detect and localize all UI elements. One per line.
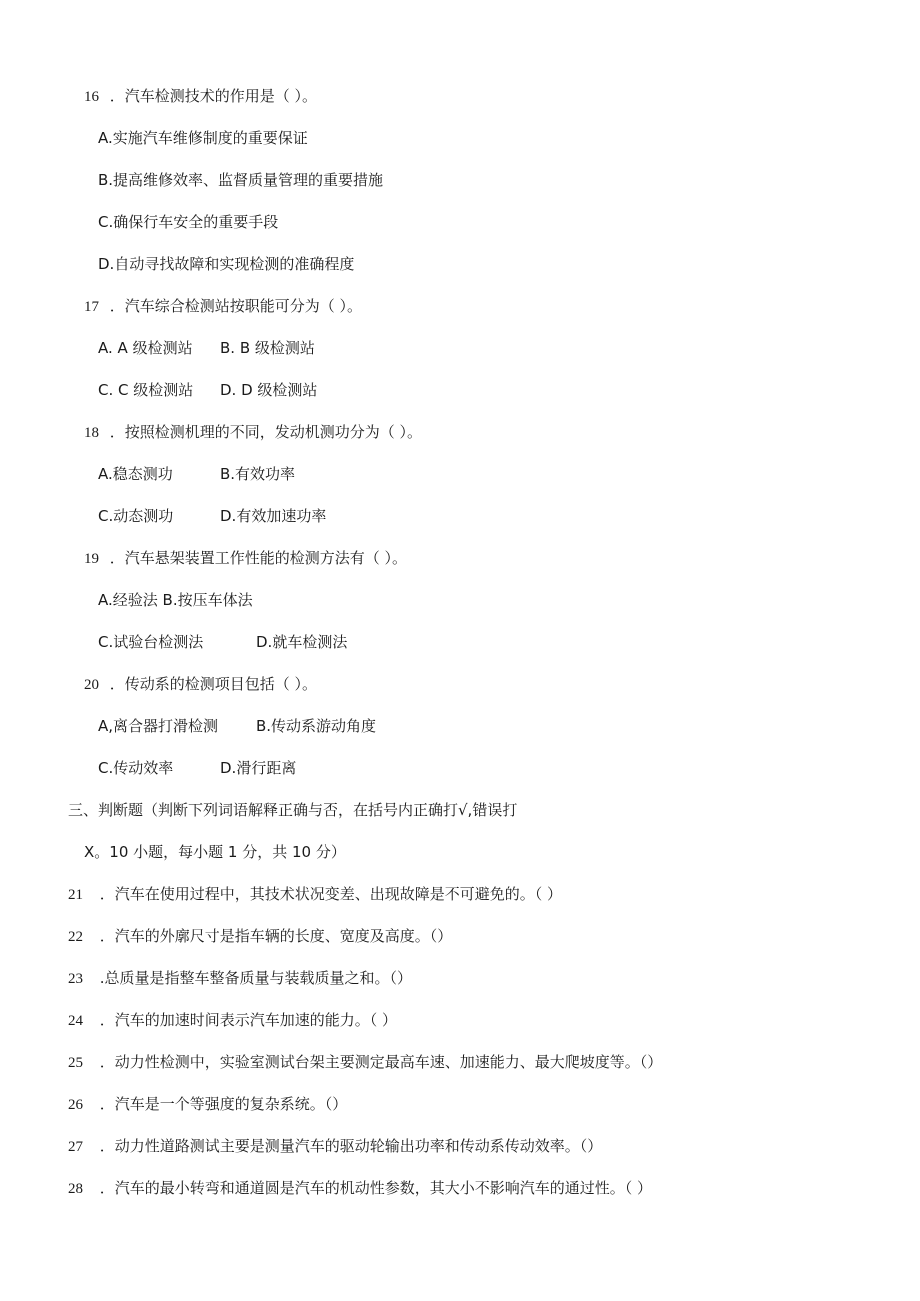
question-text: ．传动系的检测项目包括（ ）。 [109, 675, 318, 693]
question-18 [84, 422, 422, 443]
q20-option-d: D.滑行距离 [220, 759, 297, 777]
q16-option-c: C.确保行车安全的重要手段 [98, 213, 279, 231]
question-text: ．汽车是一个等强度的复杂系统。（） [99, 1095, 348, 1113]
question-number: 22 [68, 929, 83, 945]
q16-option-b: B.提高维修效率、监督质量管理的重要措施 [98, 171, 384, 189]
q17-option-a: A. A 级检测站 [98, 339, 193, 357]
question-number: 19 [84, 551, 99, 567]
judgment-28 [68, 1178, 652, 1199]
question-number: 24 [68, 1013, 83, 1029]
q20-option-a: A,离合器打滑检测 [98, 717, 219, 735]
question-number: 17 [84, 299, 99, 315]
q17-option-d: D. D 级检测站 [220, 381, 318, 399]
judgment-24 [68, 1010, 397, 1031]
question-number: 16 [84, 89, 99, 105]
q18-option-b: B.有效功率 [220, 465, 296, 483]
question-text: ．汽车的外廓尺寸是指车辆的长度、宽度及高度。（） [99, 927, 453, 945]
judgment-26 [68, 1094, 347, 1115]
question-number: 25 [68, 1055, 83, 1071]
question-number: 23 [68, 971, 83, 987]
question-number: 21 [68, 887, 83, 903]
q20-option-b: B.传动系游动角度 [256, 717, 377, 735]
section-heading-cont: X。10 小题，每小题 1 分，共 10 分） [84, 843, 346, 861]
q18-option-c: C.动态测功 [98, 507, 174, 525]
question-text: ．汽车检测技术的作用是（ ）。 [109, 87, 318, 105]
q16-option-a: A.实施汽车维修制度的重要保证 [98, 129, 308, 147]
q19-option-c: C.试验台检测法 [98, 633, 204, 651]
judgment-22 [68, 926, 452, 947]
question-number: 18 [84, 425, 99, 441]
question-20 [84, 674, 317, 695]
q18-option-a: A.稳态测功 [98, 465, 173, 483]
question-17 [84, 296, 362, 317]
question-number: 27 [68, 1139, 83, 1155]
question-text: ．动力性检测中，实验室测试台架主要测定最高车速、加速能力、最大爬坡度等。（） [99, 1053, 663, 1071]
question-text: ．汽车在使用过程中，其技术状况变差、出现故障是不可避免的。（ ） [99, 885, 563, 903]
q19-option-ab: A.经验法 B.按压车体法 [98, 591, 253, 609]
question-text: ．汽车综合检测站按职能可分为（ ）。 [109, 297, 363, 315]
question-text: ．汽车的加速时间表示汽车加速的能力。（ ） [99, 1011, 398, 1029]
q18-option-d: D.有效加速功率 [220, 507, 327, 525]
question-19 [84, 548, 407, 569]
question-number: 28 [68, 1181, 83, 1197]
q19-option-d: D.就车检测法 [256, 633, 348, 651]
judgment-25 [68, 1052, 662, 1073]
judgment-23 [68, 968, 412, 989]
question-text: ．汽车悬架装置工作性能的检测方法有（ ）。 [109, 549, 408, 567]
question-number: 26 [68, 1097, 83, 1113]
question-text: ．汽车的最小转弯和通道圆是汽车的机动性参数，其大小不影响汽车的通过性。（ ） [99, 1179, 653, 1197]
q20-option-c: C.传动效率 [98, 759, 174, 777]
q17-option-c: C. C 级检测站 [98, 381, 194, 399]
judgment-27 [68, 1136, 602, 1157]
section-heading: 三、判断题（判断下列词语解释正确与否，在括号内正确打√,错误打 [68, 801, 518, 819]
q16-option-d: D.自动寻找故障和实现检测的准确程度 [98, 255, 355, 273]
question-text: ．按照检测机理的不同，发动机测功分为（ ）。 [109, 423, 423, 441]
question-text: .总质量是指整车整备质量与装载质量之和。（） [99, 969, 413, 987]
question-number: 20 [84, 677, 99, 693]
q17-option-b: B. B 级检测站 [220, 339, 315, 357]
question-16 [84, 86, 317, 107]
question-text: ．动力性道路测试主要是测量汽车的驱动轮输出功率和传动系传动效率。（） [99, 1137, 603, 1155]
judgment-21 [68, 884, 562, 905]
